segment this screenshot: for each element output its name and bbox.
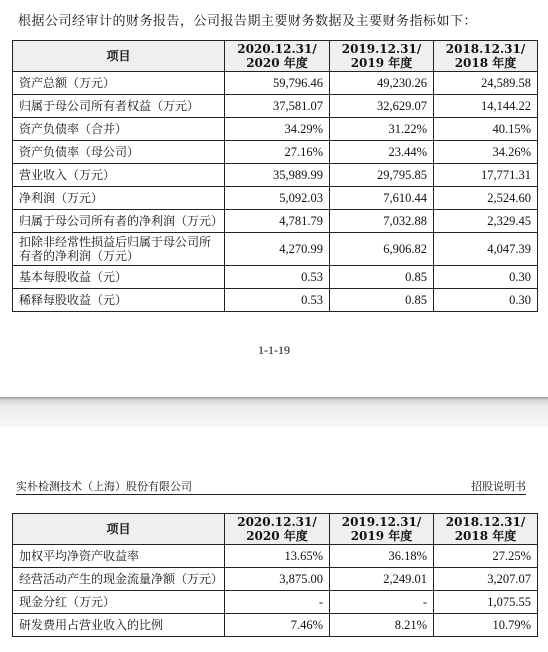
header-line: 2018.12.31/ (445, 515, 526, 529)
row-value: 27.25% (434, 545, 538, 568)
row-value: 0.30 (434, 289, 538, 312)
row-value: 6,906.82 (330, 233, 434, 266)
table-header-row (13, 41, 538, 72)
row-value: 40.15% (434, 118, 538, 141)
header-line: 2019 年度 (350, 56, 413, 70)
running-header (16, 478, 526, 495)
row-label: 营业收入（万元） (13, 164, 225, 187)
table-row (13, 591, 538, 614)
header-2020 (225, 514, 330, 545)
header-line: 2018 年度 (454, 56, 517, 70)
header-2018 (434, 514, 538, 545)
row-value: 59,796.46 (225, 72, 330, 95)
header-2020 (225, 41, 330, 72)
page-gap (0, 397, 548, 427)
table-row (13, 210, 538, 233)
row-value: 49,230.26 (330, 72, 434, 95)
row-value: 3,875.00 (225, 568, 330, 591)
row-value: 37,581.07 (225, 95, 330, 118)
row-value: 0.85 (330, 289, 434, 312)
row-label: 归属于母公司所有者权益（万元） (13, 95, 225, 118)
header-line: 2020.12.31/ (237, 42, 317, 56)
financial-data-table (12, 40, 538, 312)
row-label: 经营活动产生的现金流量净额（万元） (13, 568, 225, 591)
row-value: 34.29% (225, 118, 330, 141)
header-2019 (330, 514, 434, 545)
header-2019 (330, 41, 434, 72)
row-value: 4,270.99 (225, 233, 330, 266)
row-value: 1,075.55 (434, 591, 538, 614)
row-label: 现金分红（万元） (13, 591, 225, 614)
header-line: 2020 年度 (246, 529, 308, 543)
row-value: 24,589.58 (434, 72, 538, 95)
table-row (13, 614, 538, 637)
row-label: 研发费用占营业收入的比例 (13, 614, 225, 637)
row-value: 0.85 (330, 266, 434, 289)
row-value: 2,329.45 (434, 210, 538, 233)
row-value: 5,092.03 (225, 187, 330, 210)
table-row (13, 118, 538, 141)
row-value: 27.16% (225, 141, 330, 164)
row-label: 资产负债率（母公司） (13, 141, 225, 164)
table-row (13, 545, 538, 568)
document-page-2 (0, 427, 548, 652)
row-label: 资产负债率（合并） (13, 118, 225, 141)
row-value: - (330, 591, 434, 614)
row-label: 扣除非经常性损益后归属于母公司所有者的净利润（万元） (13, 233, 225, 266)
table-row (13, 164, 538, 187)
row-value: 35,989.99 (225, 164, 330, 187)
row-value: 4,047.39 (434, 233, 538, 266)
row-value: - (225, 591, 330, 614)
row-value: 7,610.44 (330, 187, 434, 210)
row-value: 2,524.60 (434, 187, 538, 210)
row-value: 23.44% (330, 141, 434, 164)
row-value: 31.22% (330, 118, 434, 141)
row-value: 10.79% (434, 614, 538, 637)
header-2018 (434, 41, 538, 72)
row-value: 3,207.07 (434, 568, 538, 591)
header-line: 2020.12.31/ (237, 515, 317, 529)
row-label: 稀释每股收益（元） (13, 289, 225, 312)
row-value: 14,144.22 (434, 95, 538, 118)
row-value: 0.53 (225, 289, 330, 312)
row-value: 2,249.01 (330, 568, 434, 591)
table-row (13, 233, 538, 266)
header-item: 项目 (13, 41, 225, 72)
row-label: 资产总额（万元） (13, 72, 225, 95)
row-label: 基本每股收益（元） (13, 266, 225, 289)
table-row (13, 266, 538, 289)
row-label: 加权平均净资产收益率 (13, 545, 225, 568)
row-value: 7,032.88 (330, 210, 434, 233)
financial-indicator-table (12, 513, 538, 637)
header-line: 2018 年度 (454, 529, 517, 543)
table-header-row (13, 514, 538, 545)
running-header-doc-type: 招股说明书 (471, 480, 526, 493)
row-value: 8.21% (330, 614, 434, 637)
header-line: 2019.12.31/ (341, 515, 422, 529)
row-value: 0.30 (434, 266, 538, 289)
header-line: 2020 年度 (246, 56, 308, 70)
row-value: 0.53 (225, 266, 330, 289)
row-label: 归属于母公司所有者的净利润（万元） (13, 210, 225, 233)
row-value: 13.65% (225, 545, 330, 568)
row-value: 7.46% (225, 614, 330, 637)
table-row (13, 289, 538, 312)
header-line: 2018.12.31/ (445, 42, 526, 56)
row-value: 32,629.07 (330, 95, 434, 118)
row-value: 17,771.31 (434, 164, 538, 187)
running-header-company: 实朴检测技术（上海）股份有限公司 (16, 480, 192, 493)
row-value: 29,795.85 (330, 164, 434, 187)
row-value: 34.26% (434, 141, 538, 164)
row-value: 36.18% (330, 545, 434, 568)
row-label: 净利润（万元） (13, 187, 225, 210)
row-value: 4,781.79 (225, 210, 330, 233)
table-row (13, 95, 538, 118)
intro-paragraph: 根据公司经审计的财务报告，公司报告期主要财务数据及主要财务指标如下： (18, 14, 478, 29)
header-line: 2019.12.31/ (341, 42, 422, 56)
header-line: 2019 年度 (350, 529, 413, 543)
table-row (13, 141, 538, 164)
header-item: 项目 (13, 514, 225, 545)
table-row (13, 72, 538, 95)
table-row (13, 187, 538, 210)
page-number: 1-1-19 (258, 343, 290, 357)
table-row (13, 568, 538, 591)
